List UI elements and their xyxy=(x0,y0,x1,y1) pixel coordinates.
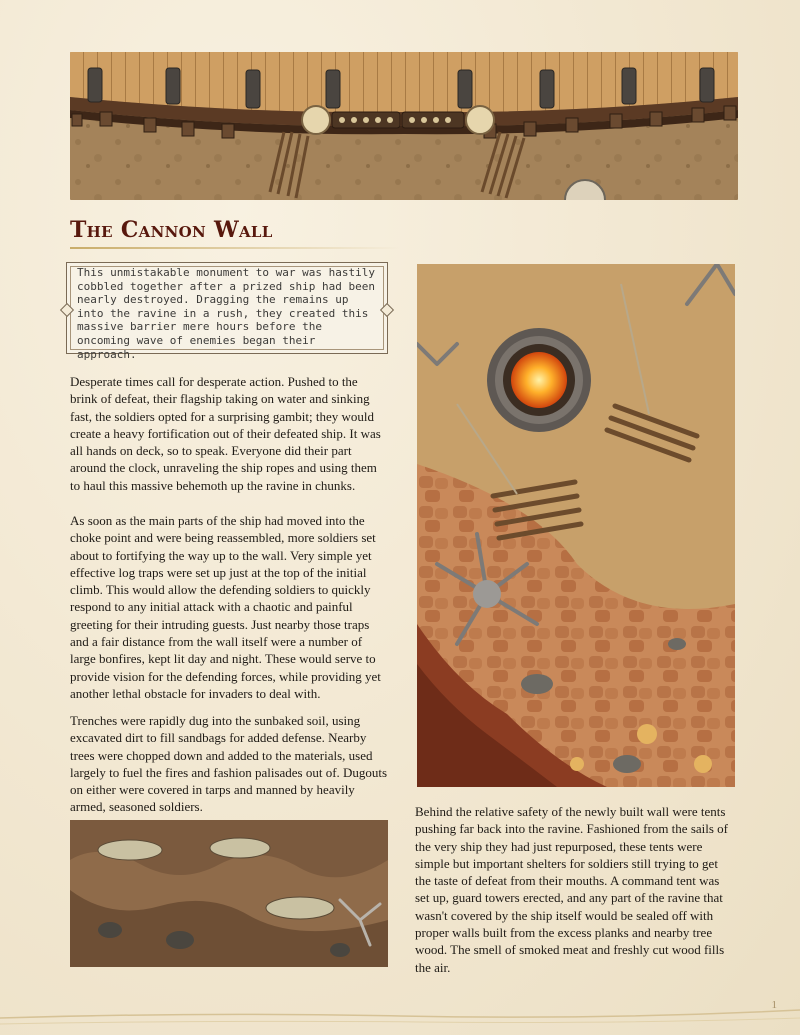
page-title: The Cannon Wall xyxy=(70,217,273,243)
body-paragraph-2: As soon as the main parts of the ship had moved into the choke point and were being reassembled, more soldiers set about to fortifying the way up to the wall. Very simple yet effective log traps were set up just at the top of the initial climb. This would allow the defending soldiers to quickly respond to any initial attack with a chaotic and painful greeting for their intruding guests. Just nearby those traps and a fair distance from the wall itself were a number of large bonfires, kept lit day and night. These would serve to provide vision for the defending forces, while providing yet another lethal obstacle for invaders to deal with. xyxy=(70,513,381,701)
body-paragraph-1: Desperate times call for desperate action. Pushed to the brink of defeat, their flagship taking on water and sinking fast, the soldiers opted for a surprising gambit; they would create a heavy fortification out of their defeated ship. It was all hands on deck, so to speak. Everyone did their part around the clock, unraveling the ship ropes and using them to haul this massive behemoth up the ravine in chunks. xyxy=(70,374,381,493)
footer-ornament xyxy=(0,990,800,1035)
cannon-wall-banner-map xyxy=(70,52,738,200)
body-paragraph-3: Trenches were rapidly dug into the sunbaked soil, using excavated dirt to fill sandbags for added defense. Nearby trees were chopped down and added to the materials, used largely to fuel the fires and fashion palisades out of. Dugouts on either were covered in tarps and manned by heavily armed, seasoned soldiers. xyxy=(70,713,388,815)
bonfire-log-traps-map xyxy=(417,264,735,787)
read-aloud-box xyxy=(66,262,388,361)
trenches-map xyxy=(70,820,388,967)
body-paragraph-4: Behind the relative safety of the newly built wall were tents pushing far back into the ravine. Fashioned from the sails of the very ship they had just repurposed, these tents were simple but important shelters for soldiers still trying to get the taste of defeat from their mouths. A command tent was set up, guard towers erected, and any part of the ravine that wasn't covered by the ship itself would be sealed off with proper walls built from the excess planks and nearby tree wood. The smell of smoked meat and freshly cut wood fills the air. xyxy=(415,804,729,975)
read-aloud-text: This unmistakable monument to war was hastily cobbled together after a prized ship had been nearly destroyed. Dragging the remains up into the ravine in a rush, they created this massive barrier mere hours before the oncoming wave of enemies began their approach. xyxy=(77,266,376,361)
title-underline xyxy=(70,247,400,249)
page-number: 1 xyxy=(771,999,777,1011)
